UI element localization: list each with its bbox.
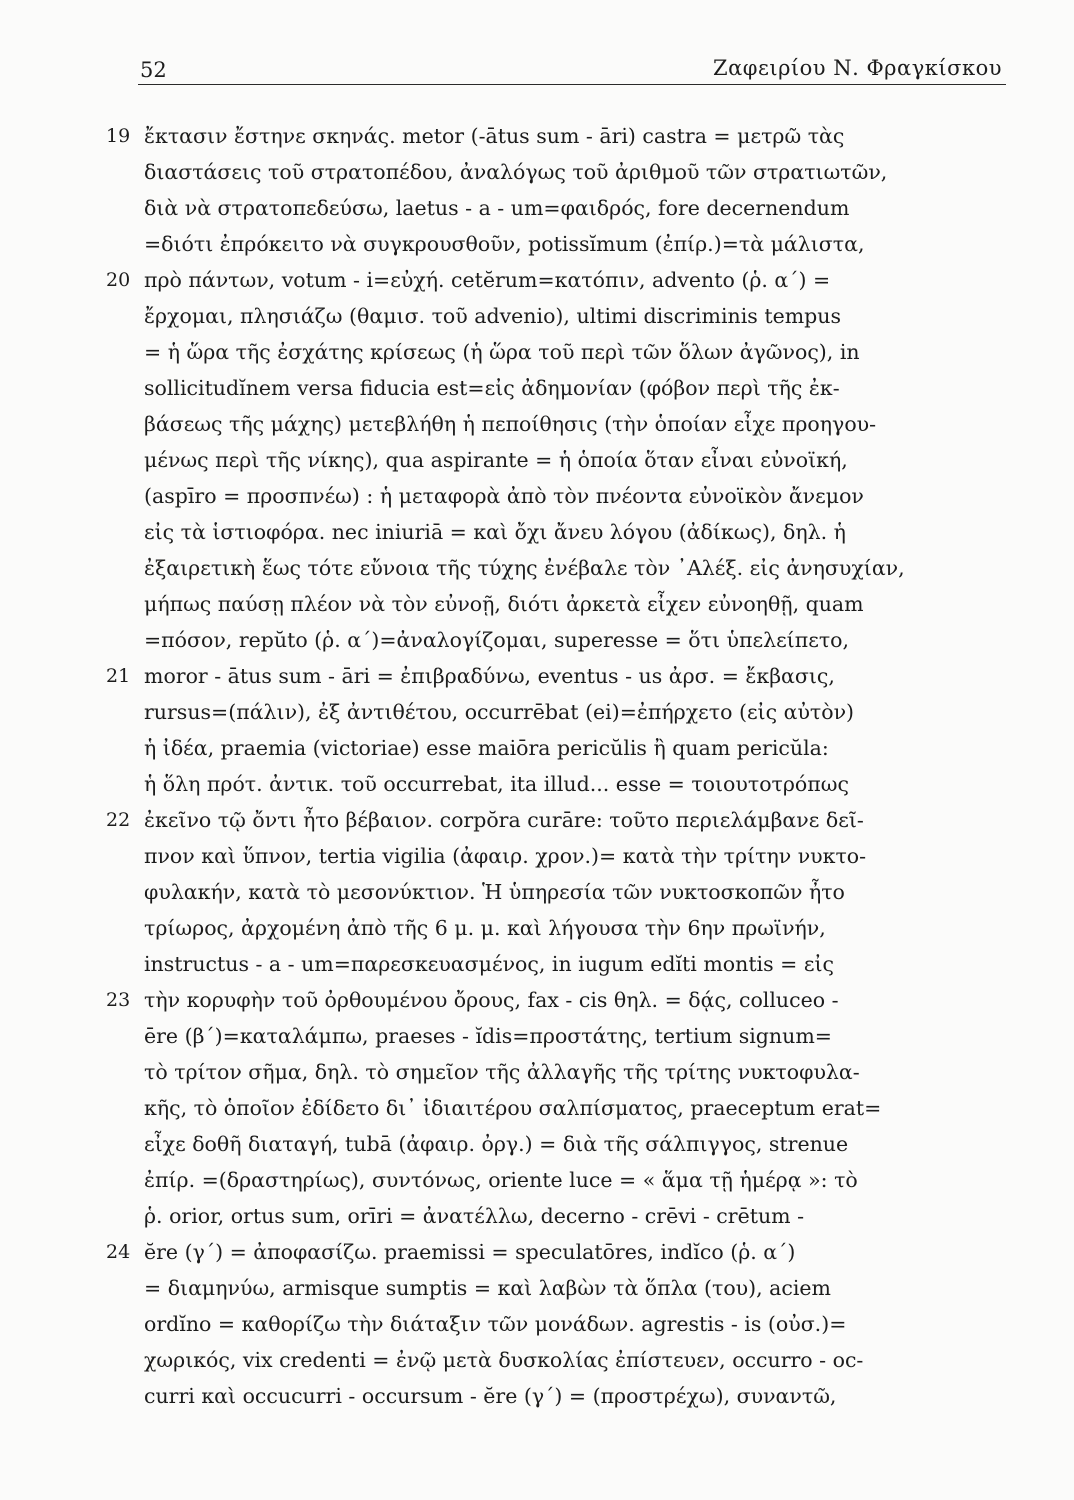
line-text: ordĭno = καθορίζω τὴν διάταξιν τῶν μονάδων. agrestis - is (οὐσ.)= <box>144 1312 847 1336</box>
commentary-text <box>106 118 1032 1414</box>
text-line <box>144 586 1032 622</box>
text-line <box>144 1090 1032 1126</box>
text-line <box>144 478 1032 514</box>
text-line <box>106 262 1032 298</box>
line-text: ἐκεῖνο τῷ ὄντι ἦτο βέβαιον. corpŏra curāre: τοῦτο περιελάμβανε δεῖ- <box>144 808 864 832</box>
text-line <box>144 1198 1032 1234</box>
line-text: ēre (β΄)=καταλάμπω, praeses - ĭdis=προστάτης, tertium signum= <box>144 1024 832 1048</box>
line-text: = ἡ ὥρα τῆς ἐσχάτης κρίσεως (ἡ ὥρα τοῦ περὶ τῶν ὅλων ἀγῶνος), in <box>144 340 860 364</box>
line-text: (aspīro = προσπνέω) : ἡ μεταφορὰ ἀπὸ τὸν πνέοντα εὐνοϊκὸν ἄνεμον <box>144 484 864 508</box>
line-text: διαστάσεις τοῦ στρατοπέδου, ἀναλόγως τοῦ ἀριθμοῦ τῶν στρατιωτῶν, <box>144 160 888 184</box>
text-line <box>106 1234 1032 1270</box>
text-line <box>144 1378 1032 1414</box>
text-line <box>144 1054 1032 1090</box>
line-text: instructus - a - um=παρεσκευασμένος, in iugum edĭti montis = εἰς <box>144 952 834 976</box>
line-text: ἐπίρ. =(δραστηρίως), συντόνως, oriente luce = « ἅμα τῇ ἡμέρᾳ »: τὸ <box>144 1168 858 1192</box>
line-text: ἡ ἰδέα, praemia (victoriae) esse maiōra pericŭlis ἢ quam pericŭla: <box>144 736 829 760</box>
line-text: curri καὶ occucurri - occursum - ĕre (γ΄) = (προστρέχω), συναντῶ, <box>144 1384 837 1408</box>
line-section-number: 19 <box>106 125 131 147</box>
line-text: εἰς τὰ ἱστιοφόρα. nec iniuriā = καὶ ὄχι ἄνευ λόγου (ἀδίκως), δηλ. ἡ <box>144 520 846 544</box>
text-line <box>144 406 1032 442</box>
running-title: Ζαφειρίου Ν. Φραγκίσκου <box>712 56 1002 80</box>
line-text: διὰ νὰ στρατοπεδεύσω, laetus - a - um=φαιδρός, fore decernendum <box>144 196 850 220</box>
text-line <box>144 1126 1032 1162</box>
text-line <box>144 946 1032 982</box>
line-text: βάσεως τῆς μάχης) μετεβλήθη ἡ πεποίθησις (τὴν ὁποίαν εἶχε προηγου- <box>144 412 877 436</box>
line-text: πνον καὶ ὕπνον, tertia vigilia (ἀφαιρ. χρον.)= κατὰ τὴν τρίτην νυκτο- <box>144 844 867 868</box>
text-line <box>144 910 1032 946</box>
line-text: ἔρχομαι, πλησιάζω (θαμισ. τοῦ advenio), ultimi discriminis tempus <box>144 304 841 328</box>
line-text: χωρικός, vix credenti = ἐνῷ μετὰ δυσκολίας ἐπίστευεν, occurro - oc- <box>144 1348 864 1372</box>
line-text: ἡ ὅλη πρότ. ἀντικ. τοῦ occurrebat, ita illud... esse = τοιουτοτρόπως <box>144 772 849 796</box>
text-line <box>144 334 1032 370</box>
line-text: πρὸ πάντων, votum - i=εὐχή. cetĕrum=κατόπιν, advento (ῥ. α΄) = <box>144 268 831 292</box>
line-text: =πόσον, repŭto (ῥ. α΄)=ἀναλογίζομαι, superesse = ὅτι ὑπελείπετο, <box>144 628 850 652</box>
line-text: ἔκτασιν ἔστηνε σκηνάς. metor (-ātus sum - āri) castra = μετρῶ τὰς <box>144 124 845 148</box>
text-line <box>144 838 1032 874</box>
line-text: κῆς, τὸ ὁποῖον ἐδίδετο δι᾽ ἰδιαιτέρου σαλπίσματος, praeceptum erat= <box>144 1096 882 1120</box>
line-text: μήπως παύσῃ πλέον νὰ τὸν εὐνοῇ, διότι ἀρκετὰ εἶχεν εὐνοηθῇ, quam <box>144 592 864 616</box>
line-text: τρίωρος, ἀρχομένη ἀπὸ τῆς 6 μ. μ. καὶ λήγουσα τὴν 6ην πρωϊνήν, <box>144 916 826 940</box>
line-text: sollicitudĭnem versa fiducia est=εἰς ἀδημονίαν (φόβον περὶ τῆς ἐκ- <box>144 376 840 400</box>
line-text: rursus=(πάλιν), ἐξ ἀντιθέτου, occurrēbat (ei)=ἐπήρχετο (εἰς αὐτὸν) <box>144 700 855 724</box>
text-line <box>144 370 1032 406</box>
text-line <box>144 1162 1032 1198</box>
line-text: =διότι ἐπρόκειτο νὰ συγκρουσθοῦν, potissĭmum (ἐπίρ.)=τὰ μάλιστα, <box>144 232 865 256</box>
text-line <box>106 118 1032 154</box>
text-line <box>106 658 1032 694</box>
line-text: ἐξαιρετικὴ ἕως τότε εὔνοια τῆς τύχης ἐνέβαλε τὸν ᾽Αλέξ. εἰς ἀνησυχίαν, <box>144 556 905 580</box>
line-text: moror - ātus sum - āri = ἐπιβραδύνω, eventus - us ἀρσ. = ἔκβασις, <box>144 664 835 688</box>
line-text: ĕre (γ΄) = ἀποφασίζω. praemissi = speculatōres, indĭco (ῥ. α΄) <box>144 1240 796 1264</box>
text-line <box>144 766 1032 802</box>
text-line <box>144 1270 1032 1306</box>
text-line <box>144 442 1032 478</box>
text-line <box>144 298 1032 334</box>
line-text: φυλακήν, κατὰ τὸ μεσονύκτιον. Ἡ ὑπηρεσία τῶν νυκτοσκοπῶν ἦτο <box>144 880 845 904</box>
line-text: μένως περὶ τῆς νίκης), qua aspirante = ἡ ὁποία ὅταν εἶναι εὐνοϊκή, <box>144 448 848 472</box>
text-line <box>144 1306 1032 1342</box>
page-header <box>138 52 1006 85</box>
line-section-number: 21 <box>106 665 131 687</box>
line-section-number: 22 <box>106 809 131 831</box>
text-line <box>144 514 1032 550</box>
text-line <box>144 226 1032 262</box>
page-number: 52 <box>140 58 167 82</box>
line-section-number: 20 <box>106 269 131 291</box>
text-line <box>144 1018 1032 1054</box>
line-text: ῥ. orior, ortus sum, orīri = ἀνατέλλω, decerno - crēvi - crētum - <box>144 1204 805 1228</box>
line-section-number: 24 <box>106 1241 131 1263</box>
text-line <box>144 694 1032 730</box>
text-line <box>144 550 1032 586</box>
text-line <box>144 874 1032 910</box>
line-text: = διαμηνύω, armisque sumptis = καὶ λαβὼν τὰ ὅπλα (του), aciem <box>144 1276 831 1300</box>
text-line <box>144 1342 1032 1378</box>
line-text: εἶχε δοθῆ διαταγή, tubā (ἀφαιρ. ὀργ.) = διὰ τῆς σάλπιγγος, strenue <box>144 1132 849 1156</box>
line-text: τὴν κορυφὴν τοῦ ὀρθουμένου ὄρους, fax - cis θηλ. = δᾴς, colluceo - <box>144 988 839 1012</box>
text-line <box>106 802 1032 838</box>
text-line <box>144 190 1032 226</box>
line-text: τὸ τρίτον σῆμα, δηλ. τὸ σημεῖον τῆς ἀλλαγῆς τῆς τρίτης νυκτοφυλα- <box>144 1060 860 1084</box>
text-line <box>144 730 1032 766</box>
text-line <box>144 154 1032 190</box>
text-line <box>106 982 1032 1018</box>
text-line <box>144 622 1032 658</box>
line-section-number: 23 <box>106 989 131 1011</box>
